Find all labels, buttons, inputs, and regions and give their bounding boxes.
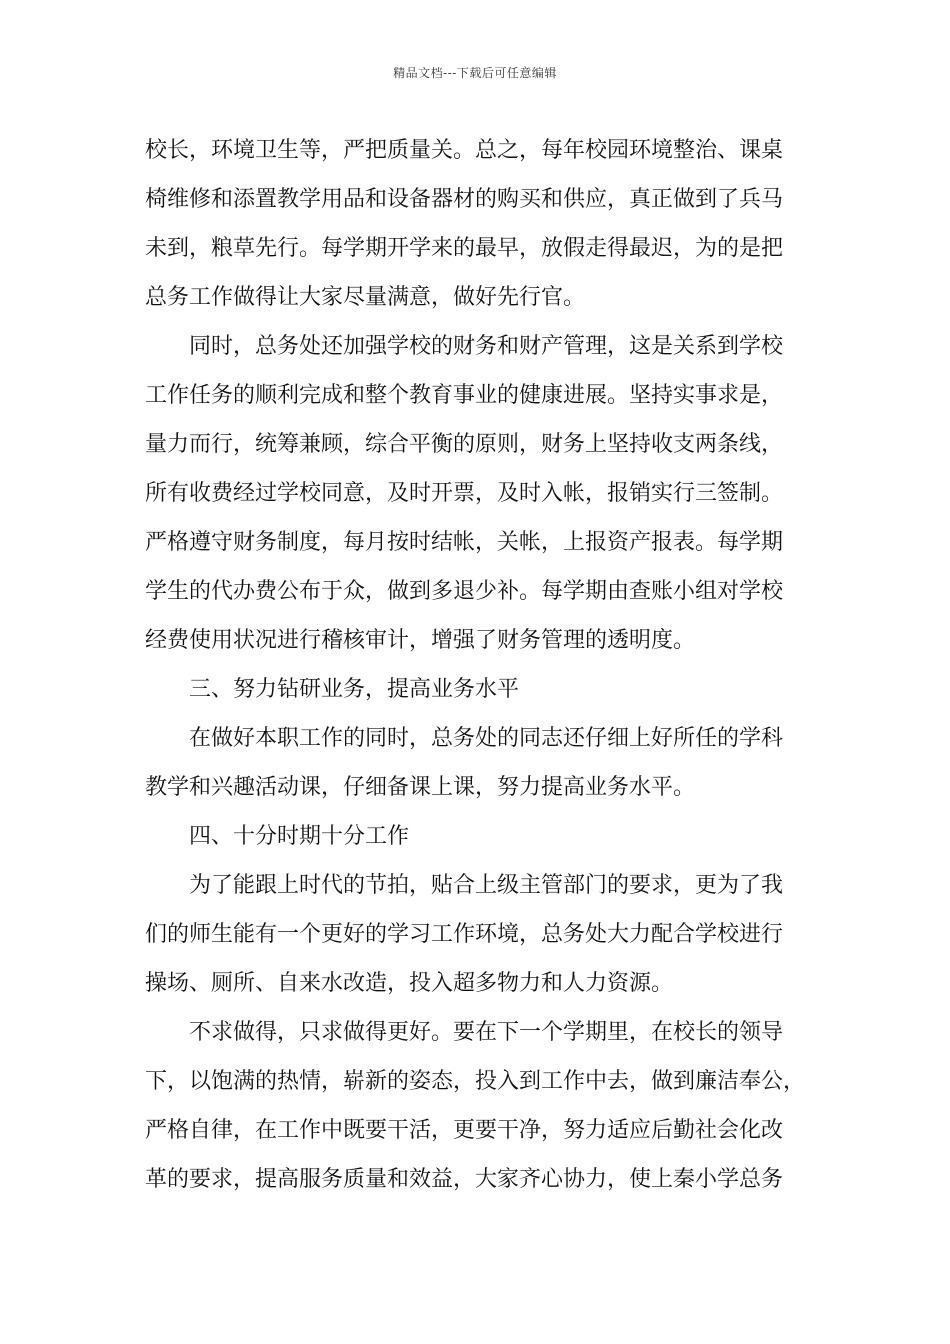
text-line: 工作任务的顺利完成和整个教育事业的健康进展。坚持实事求是，	[145, 383, 784, 408]
text-line: 所有收费经过学校同意，及时开票，及时入帐，报销实行三签制。	[145, 481, 784, 506]
text-line: 椅维修和添置教学用品和设备器材的购买和供应，真正做到了兵马	[145, 187, 784, 212]
page-header: 精品文档---下载后可任意编辑	[393, 66, 557, 80]
text-line: 总务工作做得让大家尽量满意，做好先行官。	[145, 285, 586, 310]
text-line: 们的师生能有一个更好的学习工作环境，总务处大力配合学校进行	[145, 922, 784, 947]
text-line: 教学和兴趣活动课，仔细备课上课，努力提高业务水平。	[145, 775, 696, 800]
text-line: 未到，粮草先行。每学期开学来的最早，放假走得最迟，为的是把	[145, 236, 784, 261]
text-line: 学生的代办费公布于众，做到多退少补。每学期由查账小组对学校	[145, 579, 784, 604]
section-heading: 四、十分时期十分工作	[189, 824, 410, 849]
document-body	[145, 126, 825, 1204]
paragraph-start-line: 在做好本职工作的同时，总务处的同志还仔细上好所任的学科	[189, 726, 784, 751]
text-line: 经费使用状况进行稽核审计，增强了财务管理的透明度。	[145, 628, 696, 653]
text-line: 操场、厕所、自来水改造，投入超多物力和人力资源。	[145, 971, 674, 996]
section-heading: 三、努力钻研业务，提高业务水平	[189, 677, 520, 702]
paragraph-start-line: 同时，总务处还加强学校的财务和财产管理，这是关系到学校	[189, 334, 784, 359]
paragraph-start-line: 为了能跟上时代的节拍，贴合上级主管部门的要求，更为了我	[189, 873, 784, 898]
paragraph-start-line: 不求做得，只求做得更好。要在下一个学期里，在校长的领导	[189, 1020, 784, 1045]
text-line: 严格遵守财务制度，每月按时结帐，关帐，上报资产报表。每学期	[145, 530, 784, 555]
text-line: 革的要求，提高服务质量和效益，大家齐心协力，使上秦小学总务	[145, 1167, 784, 1192]
text-line: 下，以饱满的热情，崭新的姿态，投入到工作中去，做到廉洁奉公，	[145, 1069, 806, 1094]
text-line: 量力而行，统筹兼顾，综合平衡的原则，财务上坚持收支两条线，	[145, 432, 784, 457]
text-line: 校长，环境卫生等，严把质量关。总之，每年校园环境整治、课桌	[145, 138, 784, 163]
text-line: 严格自律，在工作中既要干活，更要干净，努力适应后勤社会化改	[145, 1118, 784, 1143]
